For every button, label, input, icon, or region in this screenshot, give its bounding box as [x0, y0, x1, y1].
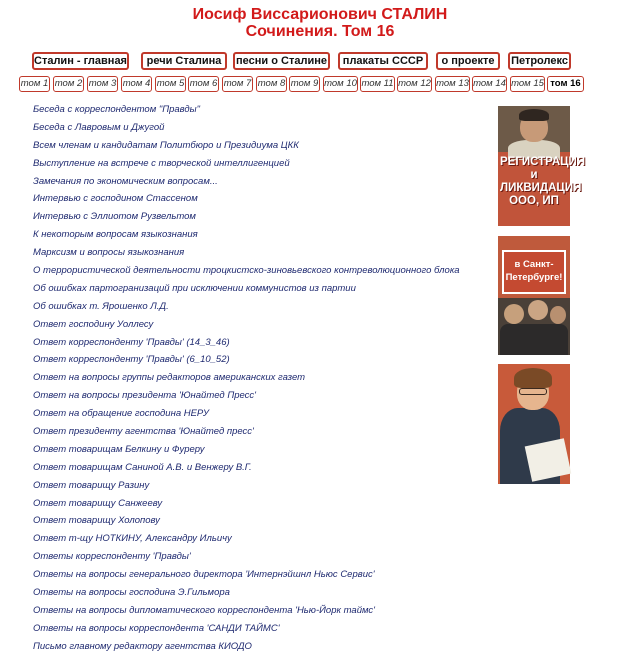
poster-caption-line: РЕГИСТРАЦИЯ — [500, 156, 586, 168]
tab-volume-9[interactable]: том 9 — [289, 76, 320, 92]
work-link[interactable]: Ответ товарищу Разину — [33, 479, 150, 491]
list-item — [33, 173, 473, 191]
list-item — [33, 244, 473, 262]
list-item — [33, 298, 473, 316]
work-link[interactable]: Ответ господину Уоллесу — [33, 318, 154, 330]
work-link[interactable]: Ответ на обращение господина НЕРУ — [33, 408, 209, 420]
list-item — [33, 566, 473, 584]
list-item — [33, 495, 473, 513]
volume-tabs — [19, 76, 585, 92]
list-item — [33, 119, 473, 137]
list-item — [33, 208, 473, 226]
work-link[interactable]: Ответ корреспонденту 'Правды' (14_3_46) — [33, 336, 230, 348]
works-list — [33, 101, 473, 656]
list-item — [33, 584, 473, 602]
work-link[interactable]: К некоторым вопросам языкознания — [33, 229, 198, 241]
list-item — [33, 530, 473, 548]
poster-caption — [502, 250, 566, 294]
list-item — [33, 262, 473, 280]
work-link[interactable]: Беседа с корреспондентом "Правды" — [33, 104, 201, 115]
work-link[interactable]: Ответ корреспонденту 'Правды' (6_10_52) — [33, 354, 230, 366]
work-link[interactable]: Ответ т-щу НОТКИНУ, Александру Ильичу — [33, 533, 232, 545]
page-title — [0, 6, 640, 40]
tab-volume-3[interactable]: том 3 — [87, 76, 118, 92]
nav-posters-button[interactable]: плакаты СССР — [338, 52, 428, 70]
work-link[interactable]: О террористической деятельности троцкистско-зиновьевского контреволюционного блока — [33, 265, 460, 277]
work-link[interactable]: Ответ товарищу Санжееву — [33, 497, 163, 509]
nav-stalin-home-button[interactable]: Сталин - главная — [32, 52, 129, 70]
main-nav — [32, 52, 592, 70]
page-title-line2: Сочинения. Том 16 — [245, 23, 395, 40]
poster-figure-hair — [514, 368, 552, 388]
tab-volume-10[interactable]: том 10 — [323, 76, 358, 92]
list-item — [33, 280, 473, 298]
poster-caption-line: в Санкт- — [514, 259, 554, 270]
list-item — [33, 226, 473, 244]
tab-volume-15[interactable]: том 15 — [510, 76, 545, 92]
list-item — [33, 190, 473, 208]
tab-volume-7[interactable]: том 7 — [222, 76, 253, 92]
poster-figure-glasses — [519, 388, 547, 395]
list-item — [33, 602, 473, 620]
work-link[interactable]: Об ошибках партогранизаций при исключении коммунистов из партии — [33, 282, 356, 294]
tab-volume-13[interactable]: том 13 — [435, 76, 470, 92]
list-item — [33, 638, 473, 656]
list-item — [33, 512, 473, 530]
work-link[interactable]: Письмо главному редактору агентства КИОДО — [33, 640, 252, 652]
tab-volume-16[interactable]: том 16 — [547, 76, 584, 92]
work-link[interactable]: Марксизм и вопросы языкознания — [33, 247, 185, 259]
list-item — [33, 351, 473, 369]
list-item — [33, 459, 473, 477]
list-item — [33, 334, 473, 352]
tab-volume-12[interactable]: том 12 — [397, 76, 432, 92]
work-link[interactable]: Ответ товарищам Белкину и Фуреру — [33, 443, 205, 455]
nav-songs-button[interactable]: песни о Сталине — [233, 52, 330, 70]
poster-saint-petersburg-ad[interactable] — [498, 236, 570, 355]
poster-woman-with-document[interactable] — [498, 364, 570, 484]
nav-speeches-button[interactable]: речи Сталина — [141, 52, 227, 70]
list-item — [33, 441, 473, 459]
tab-volume-2[interactable]: том 2 — [53, 76, 84, 92]
work-link[interactable]: Ответ на вопросы группы редакторов американских газет — [33, 372, 306, 384]
list-item — [33, 477, 473, 495]
poster-figure-head — [550, 306, 566, 324]
work-link[interactable]: Ответы на вопросы корреспондента 'САНДИ ТАЙМС' — [33, 622, 280, 634]
tab-volume-5[interactable]: том 5 — [155, 76, 186, 92]
work-link[interactable]: Ответы на вопросы дипломатического корреспондента 'Нью-Йорк таймс' — [33, 604, 375, 616]
tab-volume-8[interactable]: том 8 — [256, 76, 287, 92]
list-item — [33, 101, 473, 119]
list-item — [33, 155, 473, 173]
poster-figure-head — [504, 304, 524, 324]
list-item — [33, 423, 473, 441]
work-link[interactable]: Ответы на вопросы генерального директора 'Интернэйшнл Ньюс Сервис' — [33, 569, 375, 581]
list-item — [33, 548, 473, 566]
work-link[interactable]: Ответ товарищам Саниной А.В. и Венжеру В.Г. — [33, 461, 252, 473]
list-item — [33, 137, 473, 155]
poster-caption-line: ООО, ИП — [509, 195, 559, 207]
poster-figure-coats — [500, 324, 568, 355]
poster-caption — [500, 156, 586, 208]
work-link[interactable]: Всем членам и кандидатам Политбюро и Президиума ЦКК — [33, 139, 299, 151]
tab-volume-4[interactable]: том 4 — [121, 76, 152, 92]
poster-document — [525, 438, 572, 482]
work-link[interactable]: Ответ президенту агентства 'Юнайтед пресс' — [33, 426, 254, 438]
list-item — [33, 405, 473, 423]
poster-caption-line: и — [530, 169, 538, 181]
tab-volume-14[interactable]: том 14 — [472, 76, 507, 92]
work-link[interactable]: Беседа с Лавровым и Джугой — [33, 121, 165, 133]
nav-about-button[interactable]: о проекте — [436, 52, 500, 70]
work-link[interactable]: Об ошибках т. Ярошенко Л.Д. — [33, 300, 169, 312]
work-link[interactable]: Ответы корреспонденту 'Правды' — [33, 551, 191, 563]
work-link[interactable]: Ответы на вопросы господина Э.Гильмора — [33, 587, 230, 599]
work-link[interactable]: Выступление на встрече с творческой интеллигенцией — [33, 157, 290, 169]
nav-petrolex-button[interactable]: Петролекс — [508, 52, 571, 70]
poster-figure-head — [528, 300, 548, 320]
poster-caption-line: Петербурге! — [505, 272, 563, 283]
poster-caption-line: ЛИКВИДАЦИЯ — [500, 182, 582, 194]
list-item — [33, 620, 473, 638]
work-link[interactable]: Ответ на вопросы президента 'Юнайтед Пресс' — [33, 390, 256, 402]
work-link[interactable]: Ответ товарищу Холопову — [33, 515, 160, 527]
list-item — [33, 369, 473, 387]
poster-registration-ad[interactable] — [498, 106, 586, 226]
tab-volume-1[interactable]: том 1 — [19, 76, 50, 92]
work-link[interactable]: Интервью с Эллиотом Рузвельтом — [33, 211, 196, 223]
page-title-line1: Иосиф Виссарионович СТАЛИН — [192, 6, 448, 23]
list-item — [33, 387, 473, 405]
work-link[interactable]: Интервью с господином Стассеном — [33, 193, 198, 205]
tab-volume-11[interactable]: том 11 — [360, 76, 395, 92]
work-link[interactable]: Замечания по экономическим вопросам... — [33, 175, 218, 187]
tab-volume-6[interactable]: том 6 — [188, 76, 219, 92]
poster-figure-hair — [519, 109, 549, 121]
list-item — [33, 316, 473, 334]
